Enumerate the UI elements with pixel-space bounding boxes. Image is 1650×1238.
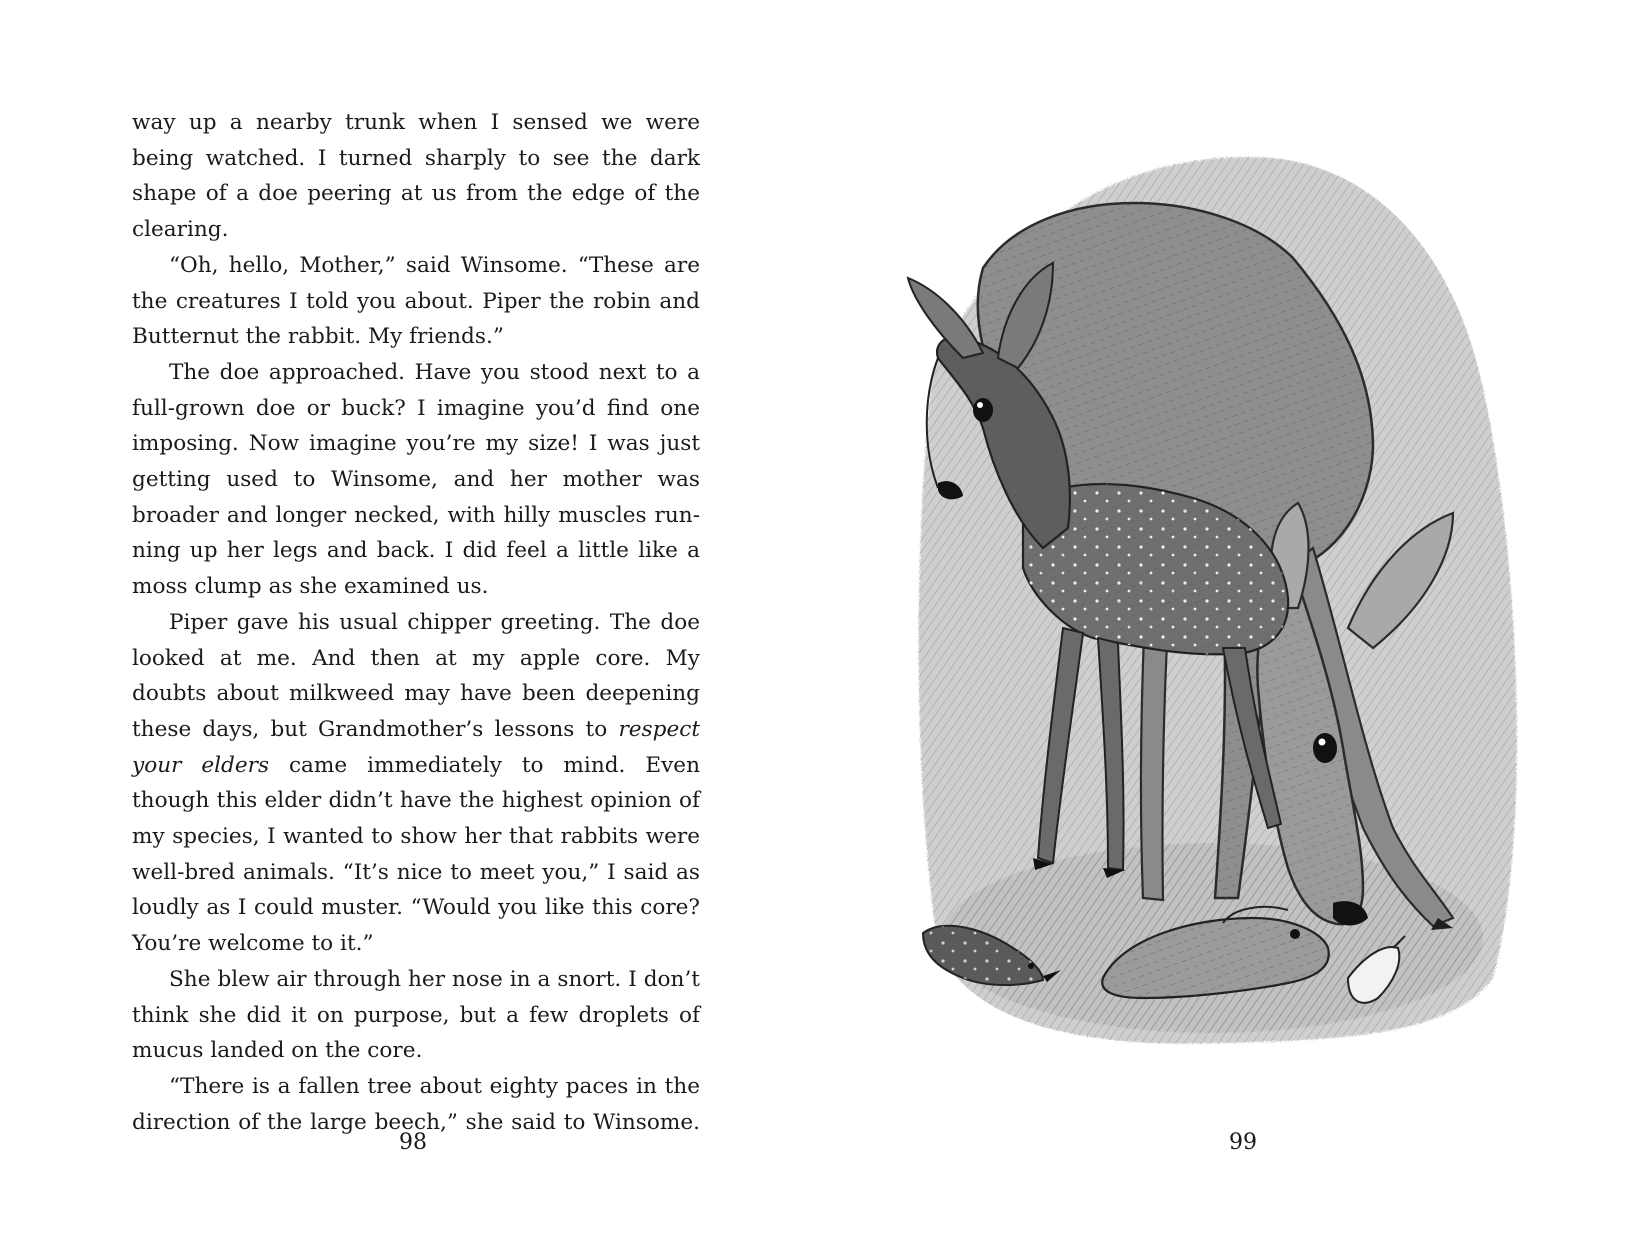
paragraph [132, 605, 700, 962]
illustration-deer-scene [893, 128, 1543, 1096]
paragraph [132, 355, 700, 605]
paragraph [132, 105, 700, 248]
paragraph-text: “Oh, hello, Mother,” said Winsome. “These are the creatures I told you about. Piper the robin and Butternut the rabbit. My friends.” [132, 252, 700, 350]
paragraph-text: The doe approached. Have you stood next to a full-grown doe or buck? I imagine you’d find one imposing. Now imagine you’re my size! I was just getting used to Winsome, and her mother was broader and longer necked, with hilly muscles running up her legs and back. I did feel a little like a moss clump as she examined us. [132, 359, 700, 600]
body-text [132, 105, 700, 1140]
paragraph-text: Piper gave his usual chipper greeting. The doe looked at me. And then at my apple core. My doubts about milkweed may have been deepening these days, but Grandmother’s lessons to [132, 609, 700, 742]
paragraph [132, 962, 700, 1069]
paragraph-text: way up a nearby trunk when I sensed we were being watched. I turned sharply to see the dark shape of a doe peering at us from the edge of the clearing. [132, 110, 700, 243]
paragraph-text: came immediately to mind. Even though this elder didn’t have the highest opinion of my species, I wanted to show her that rabbits were well-bred animals. “It’s nice to meet you,” I said as loudly as I could muster. “Would you like this core? You’re welcome to it.” [132, 752, 700, 957]
paragraph-text: “There is a fallen tree about eighty paces in the direction of the large beech,” she said to Winsome. [132, 1073, 700, 1135]
page-number-right: 99 [1229, 1130, 1257, 1155]
emphasis-text: respect your elders [132, 716, 700, 778]
paragraph-text: She blew air through her nose in a snort. I don’t think she did it on purpose, but a few droplets of mucus landed on the core. [132, 966, 700, 1064]
page-number-left: 98 [399, 1130, 427, 1155]
paragraph [132, 248, 700, 355]
